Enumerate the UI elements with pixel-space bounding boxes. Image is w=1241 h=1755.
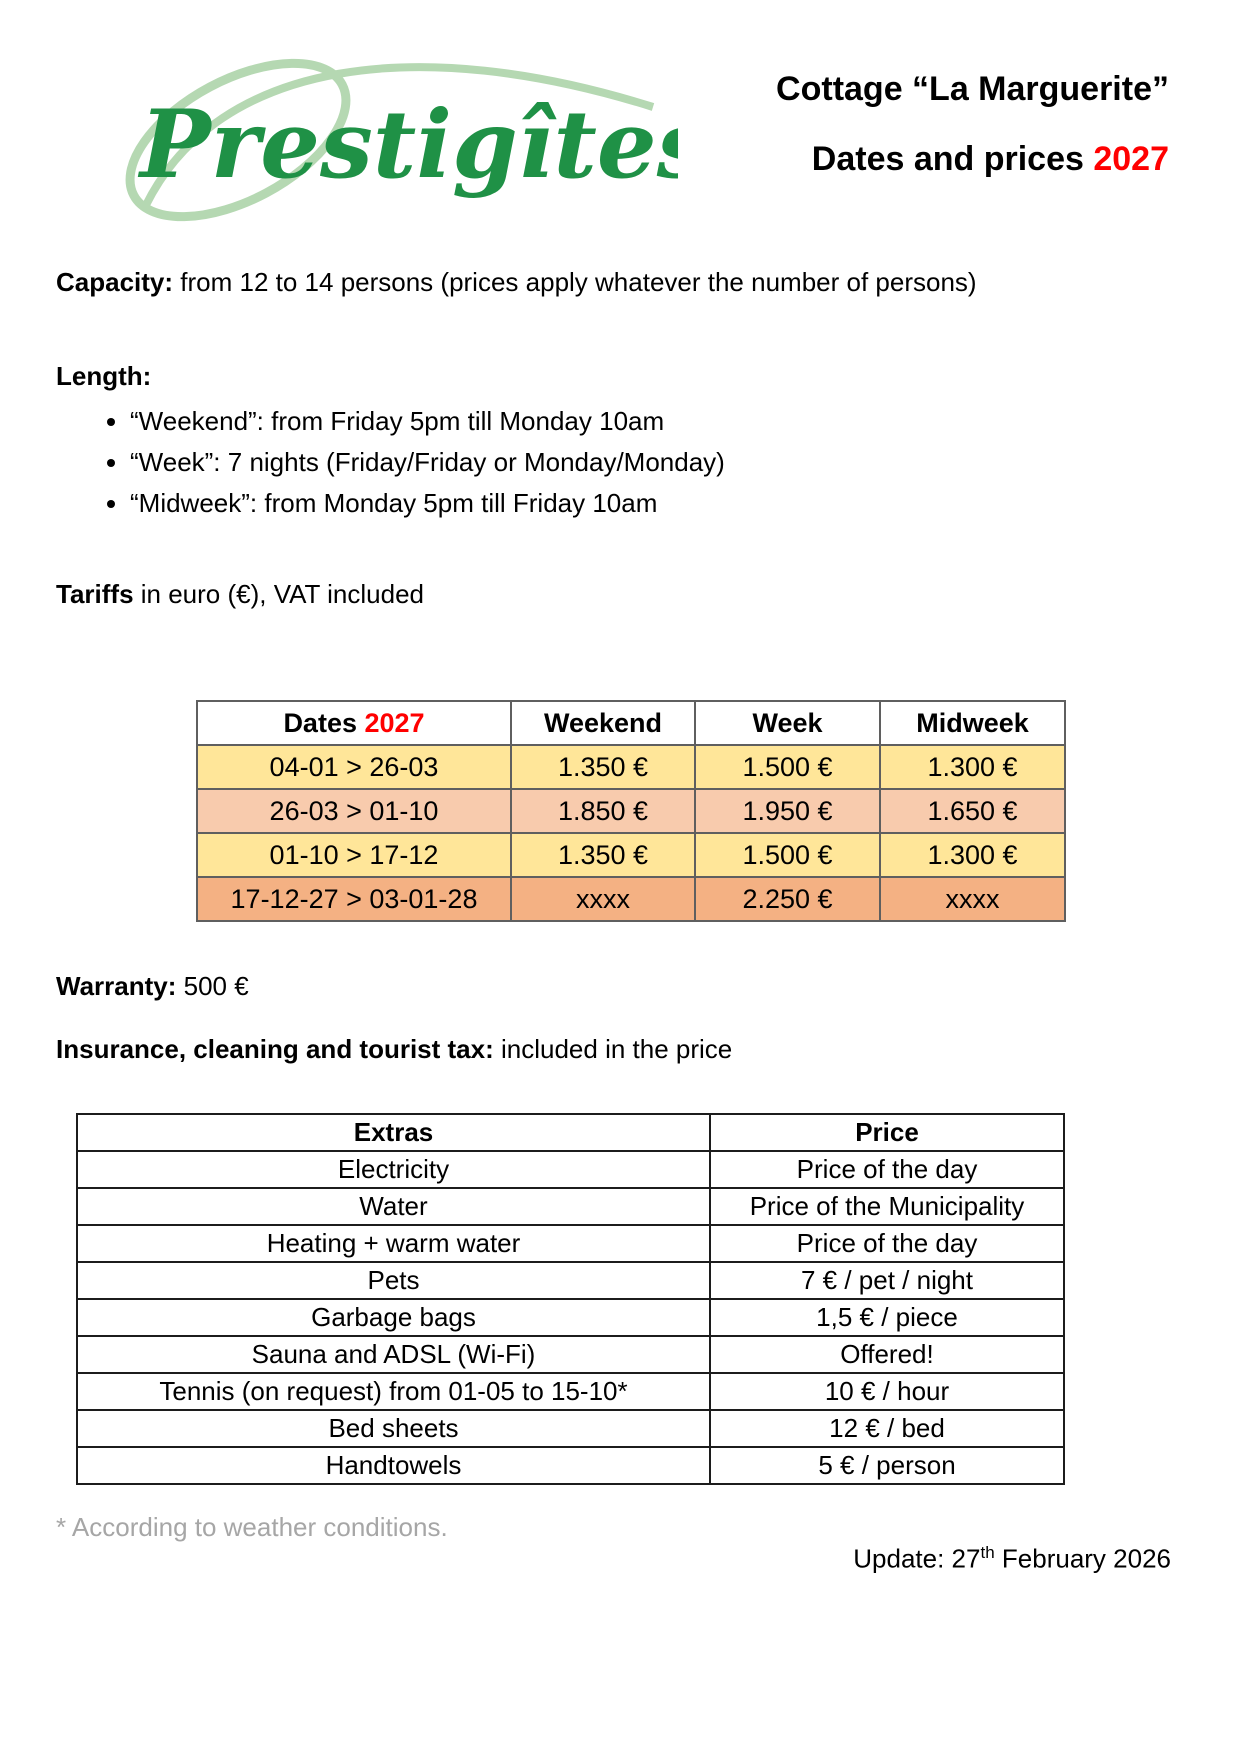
extra-price: Price of the Municipality — [710, 1188, 1064, 1225]
tariff-header-year: 2027 — [364, 707, 425, 738]
warranty-label: Warranty: — [56, 971, 177, 1001]
tariffs-text: in euro (€), VAT included — [133, 579, 425, 609]
tariff-dates: 26-03 > 01-10 — [197, 789, 511, 833]
tariff-row — [197, 789, 1065, 833]
extra-name: Heating + warm water — [77, 1225, 710, 1262]
capacity-text: from 12 to 14 persons (prices apply whatever the number of persons) — [173, 267, 977, 297]
capacity-line — [56, 267, 977, 298]
tariff-header-weekend: Weekend — [511, 701, 695, 745]
length-label: Length: — [56, 361, 152, 391]
length-list — [56, 406, 725, 530]
extras-row — [77, 1262, 1064, 1299]
tariff-dates: 04-01 > 26-03 — [197, 745, 511, 789]
tariff-header-row — [197, 701, 1065, 745]
extra-name: Electricity — [77, 1151, 710, 1188]
extra-name: Pets — [77, 1262, 710, 1299]
extras-row — [77, 1410, 1064, 1447]
extra-price: Price of the day — [710, 1151, 1064, 1188]
capacity-label: Capacity: — [56, 267, 174, 297]
extra-price: Price of the day — [710, 1225, 1064, 1262]
tariff-weekend-price: 1.350 € — [511, 745, 695, 789]
warranty-text: 500 € — [176, 971, 249, 1001]
extras-row — [77, 1447, 1064, 1484]
weather-footnote: * According to weather conditions. — [56, 1512, 448, 1542]
update-ordinal: th — [980, 1543, 995, 1562]
tariff-dates: 01-10 > 17-12 — [197, 833, 511, 877]
extra-price: 12 € / bed — [710, 1410, 1064, 1447]
tariff-header-week: Week — [695, 701, 880, 745]
tariff-midweek-price: 1.650 € — [880, 789, 1065, 833]
extras-row — [77, 1299, 1064, 1336]
extra-price: 10 € / hour — [710, 1373, 1064, 1410]
tariff-week-price: 1.950 € — [695, 789, 880, 833]
tariff-row — [197, 833, 1065, 877]
tariff-week-price: 2.250 € — [695, 877, 880, 921]
dates-prices-title — [776, 140, 1169, 179]
warranty-line — [56, 971, 249, 1002]
tariff-row — [197, 877, 1065, 921]
extra-name: Bed sheets — [77, 1410, 710, 1447]
tariffs-label: Tariffs — [56, 579, 134, 609]
extra-name: Sauna and ADSL (Wi-Fi) — [77, 1336, 710, 1373]
price-header: Price — [710, 1114, 1064, 1151]
extra-price: 1,5 € / piece — [710, 1299, 1064, 1336]
tariff-midweek-price: 1.300 € — [880, 745, 1065, 789]
tariff-weekend-price: 1.350 € — [511, 833, 695, 877]
tariff-header-midweek: Midweek — [880, 701, 1065, 745]
tariff-week-price: 1.500 € — [695, 745, 880, 789]
tariff-dates: 17-12-27 > 03-01-28 — [197, 877, 511, 921]
insurance-line — [56, 1034, 732, 1065]
length-item-week: • “Week”: 7 nights (Friday/Friday or Monday/Monday) — [130, 447, 725, 478]
extras-row — [77, 1336, 1064, 1373]
tariff-midweek-price: xxxx — [880, 877, 1065, 921]
extras-row — [77, 1188, 1064, 1225]
extra-name: Handtowels — [77, 1447, 710, 1484]
extra-name: Tennis (on request) from 01-05 to 15-10* — [77, 1373, 710, 1410]
extras-row — [77, 1151, 1064, 1188]
tariffs-line — [56, 579, 424, 610]
tariff-weekend-price: 1.850 € — [511, 789, 695, 833]
extras-header-row — [77, 1114, 1064, 1151]
extra-name: Garbage bags — [77, 1299, 710, 1336]
insurance-text: included in the price — [493, 1034, 733, 1064]
logo-swirl-icon — [88, 45, 678, 225]
dates-prices-text: Dates and prices — [811, 140, 1094, 178]
extras-row — [77, 1225, 1064, 1262]
extra-name: Water — [77, 1188, 710, 1225]
tariff-table — [196, 700, 1066, 922]
update-line — [853, 1543, 1171, 1575]
cottage-title: Cottage “La Marguerite” — [776, 70, 1169, 108]
title-block — [776, 70, 1169, 179]
length-item-weekend: • “Weekend”: from Friday 5pm till Monday 10am — [130, 406, 725, 437]
insurance-label: Insurance, cleaning and tourist tax: — [56, 1034, 494, 1064]
tariff-weekend-price: xxxx — [511, 877, 695, 921]
extras-row — [77, 1373, 1064, 1410]
tariff-midweek-price: 1.300 € — [880, 833, 1065, 877]
logo-text: Prestigîtes — [140, 90, 678, 200]
extra-price: 5 € / person — [710, 1447, 1064, 1484]
tariff-header-dates — [197, 701, 511, 745]
extra-price: 7 € / pet / night — [710, 1262, 1064, 1299]
update-suffix: February 2026 — [994, 1543, 1171, 1574]
extras-table — [76, 1113, 1065, 1485]
extra-price: Offered! — [710, 1336, 1064, 1373]
length-item-midweek: • “Midweek”: from Monday 5pm till Friday 10am — [130, 488, 725, 519]
tariff-week-price: 1.500 € — [695, 833, 880, 877]
year-accent: 2027 — [1093, 140, 1169, 178]
extras-header: Extras — [77, 1114, 710, 1151]
tariff-row — [197, 745, 1065, 789]
update-prefix: Update: 27 — [853, 1543, 981, 1574]
logo — [88, 45, 678, 225]
tariff-header-dates-text: Dates — [283, 707, 365, 738]
